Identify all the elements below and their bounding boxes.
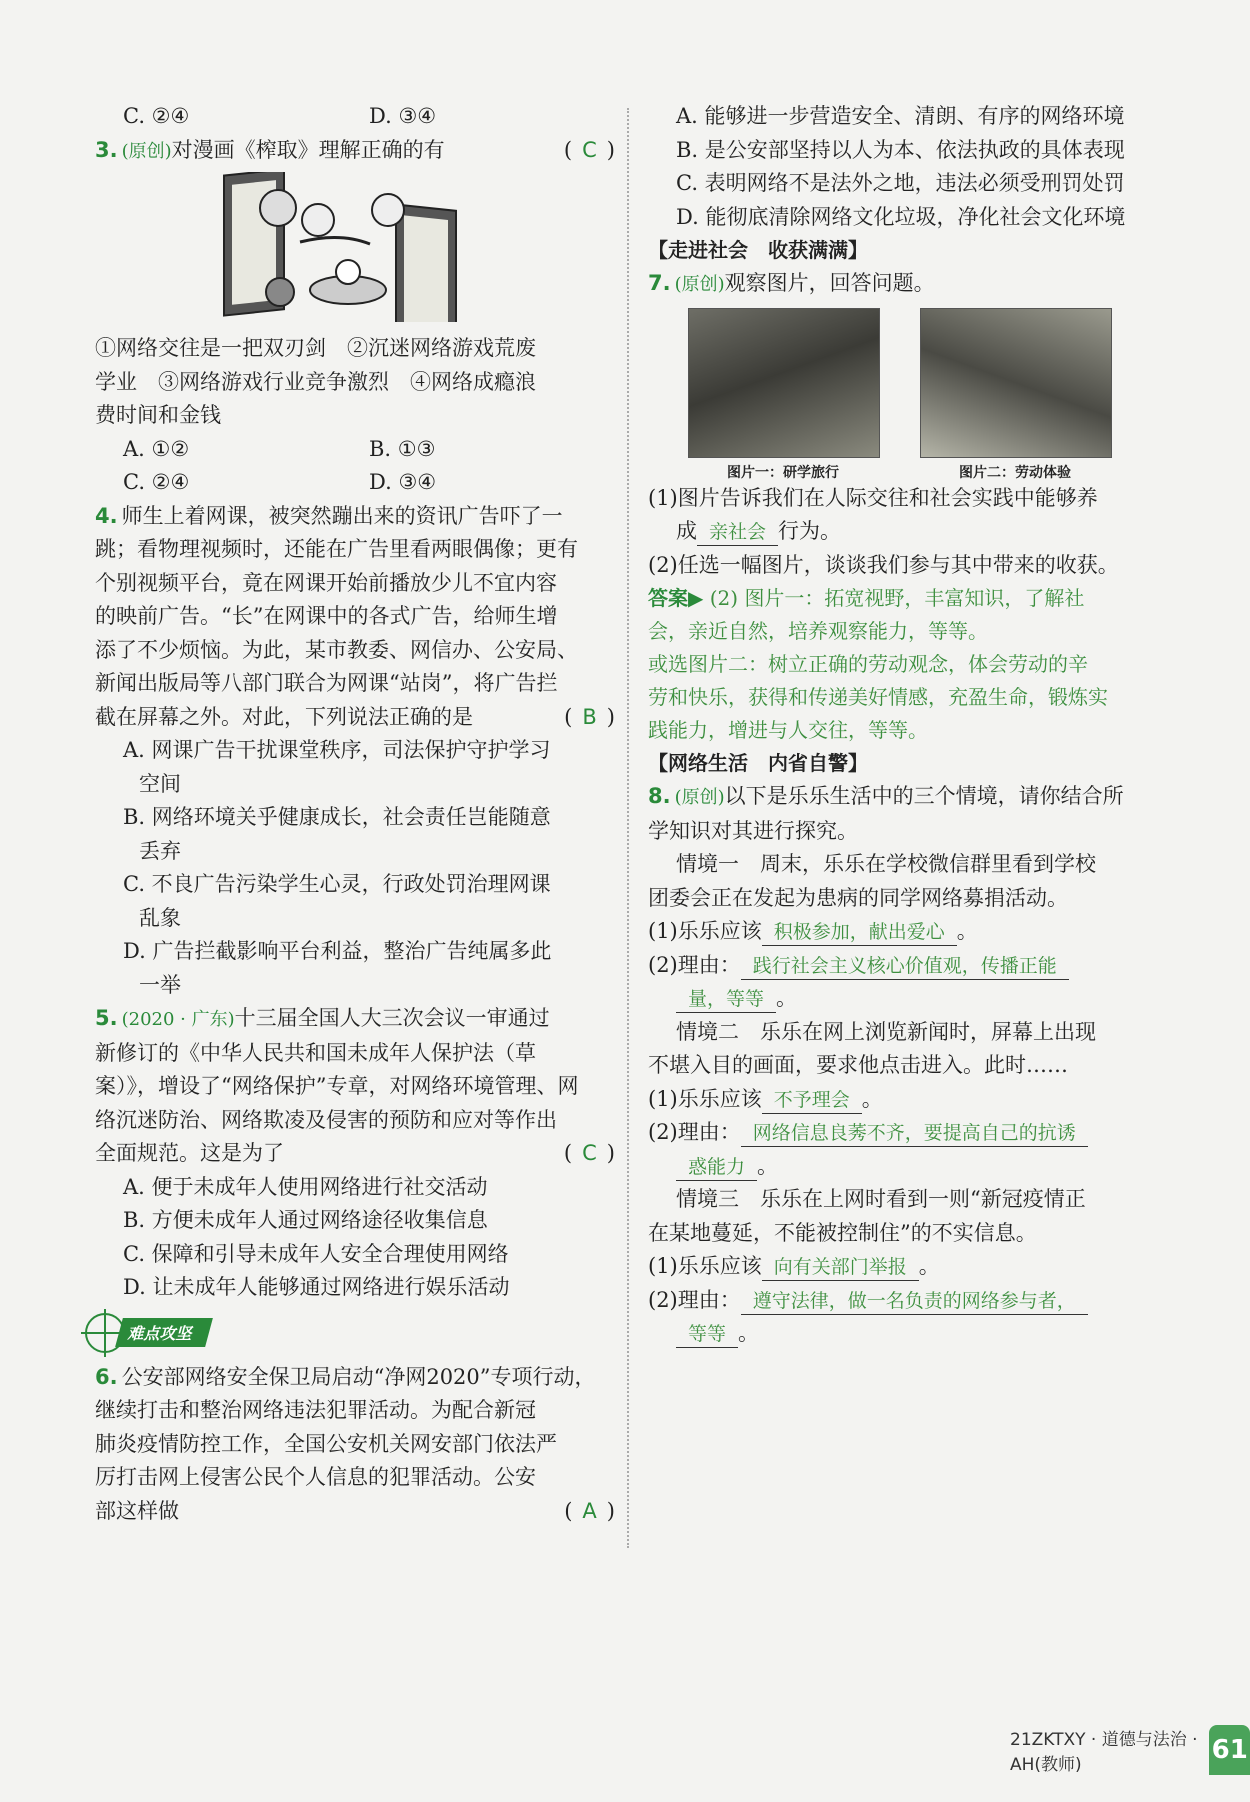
scenario-3-line-1: 情境三 乐乐在上网时看到一则“新冠疫情正 bbox=[676, 1187, 1086, 1211]
scenario-2-q2: (2)理由： 网络信息良莠不齐，要提高自己的抗诱 bbox=[648, 1116, 1166, 1150]
q4-option-c-cont: 乱象 bbox=[139, 905, 181, 930]
q5-line-5: 全面规范。这是为了 ( C ) bbox=[95, 1137, 615, 1171]
q3-option-b: B. ①③ bbox=[369, 436, 436, 461]
page-number: 61 bbox=[1209, 1725, 1250, 1775]
scenario-2-answer: 不予理会 bbox=[762, 1087, 862, 1114]
section-heading-society: 【走进社会 收获满满】 bbox=[648, 238, 868, 262]
scenario-3-reason: 遵守法律，做一名负责的网络参与者， bbox=[741, 1288, 1088, 1315]
q7-answer-line-4: 劳和快乐，获得和传递美好情感，充盈生命，锻炼实 bbox=[648, 685, 1108, 709]
q3-stem bbox=[95, 134, 615, 169]
q5-line-2: 新修订的《中华人民共和国未成年人保护法（草 bbox=[95, 1040, 536, 1065]
q6-option-c: C. 表明网络不是法外之地，违法必须受刑罚处罚 bbox=[676, 171, 1125, 195]
difficulty-banner bbox=[85, 1313, 209, 1353]
scenario-1-reason: 践行社会主义核心价值观，传播正能 bbox=[741, 953, 1069, 980]
q2-option-c: C. ②④ bbox=[123, 104, 190, 128]
q4-answer: ( B ) bbox=[564, 704, 615, 729]
left-column bbox=[95, 100, 615, 1528]
q8-stem-1: 8. (原创)以下是乐乐生活中的三个情境，请你结合所 bbox=[648, 784, 1124, 808]
q5-option-d: D. 让未成年人能够通过网络进行娱乐活动 bbox=[123, 1275, 510, 1299]
scenario-1-q2: (2)理由： 践行社会主义核心价值观，传播正能 bbox=[648, 949, 1166, 983]
q3-options-row-1 bbox=[95, 433, 615, 467]
q2-option-d: D. ③④ bbox=[369, 104, 437, 128]
q6-line-3: 肺炎疫情防控工作，全国公安机关网安部门依法严 bbox=[95, 1431, 557, 1456]
q4-line-6: 新闻出版局等八部门联合为网课“站岗”，将广告拦 bbox=[95, 671, 558, 695]
column-divider bbox=[627, 108, 629, 1548]
q6-line-4: 厉打击网上侵害公民个人信息的犯罪活动。公安 bbox=[95, 1465, 536, 1489]
q7-sub1-line-1: (1)图片告诉我们在人际交往和社会实践中能够养 bbox=[648, 485, 1098, 510]
page-footer bbox=[1010, 1725, 1250, 1775]
q4-option-a: A. 网课广告干扰课堂秩序，司法保护守护学习 bbox=[123, 738, 551, 762]
q7-stem: 7. (原创)观察图片，回答问题。 bbox=[648, 271, 935, 295]
q3-option-a: A. ①② bbox=[123, 436, 190, 461]
q7-number: 7. bbox=[648, 271, 671, 295]
scenario-3-line-2: 在某地蔓延，不能被控制住”的不实信息。 bbox=[648, 1220, 1037, 1245]
q8-tag: (原创) bbox=[674, 787, 725, 808]
q4-number: 4. bbox=[95, 503, 118, 528]
q4-option-b: B. 网络环境关乎健康成长，社会责任岂能随意 bbox=[123, 805, 551, 829]
q3-choice-line-2: 学业 ③网络游戏行业竞争激烈 ④网络成瘾浪 bbox=[95, 369, 536, 394]
q6-line-5: 部这样做 ( A ) bbox=[95, 1495, 615, 1529]
q4-option-b-cont: 丢弃 bbox=[139, 838, 181, 863]
q7-answer-line-3: 或选图片二：树立正确的劳动观念，体会劳动的辛 bbox=[648, 652, 1088, 676]
scenario-2-q2-cont: 惑能力 。 bbox=[648, 1150, 1166, 1184]
section-heading-network: 【网络生活 内省自警】 bbox=[648, 751, 868, 775]
q7-answer-line-1: 答案▶ (2) 图片一：拓宽视野，丰富知识，了解社 bbox=[648, 586, 1085, 610]
q5-line-4: 络沉迷防治、网络欺凌及侵害的预防和应对等作出 bbox=[95, 1107, 557, 1132]
banner-label: 难点攻坚 bbox=[115, 1318, 213, 1347]
q8-stem-2: 学知识对其进行探究。 bbox=[648, 818, 858, 843]
q5-option-c: C. 保障和引导未成年人安全合理使用网络 bbox=[123, 1241, 509, 1266]
q3-options-row-2 bbox=[95, 466, 615, 500]
scenario-2-q1: (1)乐乐应该 不予理会 。 bbox=[648, 1083, 1166, 1117]
q7-sub2: (2)任选一幅图片，谈谈我们参与其中带来的收获。 bbox=[648, 552, 1119, 577]
q3-number: 3. bbox=[95, 137, 118, 162]
q7-photos bbox=[688, 308, 1166, 482]
photo-labor-caption: 图片二：劳动体验 bbox=[959, 464, 1071, 481]
q6-option-d: D. 能彻底清除网络文化垃圾，净化社会文化环境 bbox=[676, 204, 1126, 229]
q5-tag: (2020 · 广东) bbox=[121, 1009, 235, 1030]
q6-line-2: 继续打击和整治网络违法犯罪活动。为配合新冠 bbox=[95, 1398, 536, 1422]
q3-tag: (原创) bbox=[121, 140, 172, 162]
q7-sub1-answer: 亲社会 bbox=[697, 519, 778, 546]
q6-option-b: B. 是公安部坚持以人为本、依法执政的具体表现 bbox=[676, 137, 1125, 162]
q6-number: 6. bbox=[95, 1364, 118, 1389]
right-column bbox=[648, 100, 1166, 1351]
q4-line-1: 4. 师生上着网课，被突然蹦出来的资讯广告吓了一 bbox=[95, 503, 563, 528]
scenario-1-line-1: 情境一 周末，乐乐在学校微信群里看到学校 bbox=[676, 852, 1096, 876]
scenario-2-reason: 网络信息良莠不齐，要提高自己的抗诱 bbox=[741, 1120, 1088, 1147]
q7-sub1-line-2: 成 亲社会 行为。 bbox=[648, 515, 1166, 549]
q5-option-a: A. 便于未成年人使用网络进行社交活动 bbox=[123, 1174, 488, 1199]
q3-answer: ( C ) bbox=[563, 137, 615, 162]
q3-choice-line-3: 费时间和金钱 bbox=[95, 403, 221, 427]
q4-option-c: C. 不良广告污染学生心灵，行政处罚治理网课 bbox=[123, 872, 551, 896]
q7-answer-line-5: 践能力，增进与人交往，等等。 bbox=[648, 718, 928, 742]
q2-options bbox=[95, 100, 615, 134]
q7-answer-line-2: 会，亲近自然，培养观察能力，等等。 bbox=[648, 619, 988, 643]
q3-option-d: D. ③④ bbox=[369, 470, 437, 494]
q3-choice-line-1: ①网络交往是一把双刃剑 ②沉迷网络游戏荒废 bbox=[95, 336, 536, 360]
photo-labor-image bbox=[920, 308, 1112, 458]
answer-label: 答案▶ bbox=[648, 586, 704, 610]
q5-answer: ( C ) bbox=[563, 1141, 615, 1165]
q5-option-b: B. 方便未成年人通过网络途径收集信息 bbox=[123, 1208, 488, 1232]
q4-line-5: 添了不少烦恼。为此，某市教委、网信办、公安局、 bbox=[95, 637, 578, 662]
q6-answer: ( A ) bbox=[564, 1498, 615, 1523]
scenario-3-q1: (1)乐乐应该 向有关部门举报 。 bbox=[648, 1250, 1166, 1284]
scenario-2-line-1: 情境二 乐乐在网上浏览新闻时，屏幕上出现 bbox=[676, 1019, 1096, 1044]
scenario-1-line-2: 团委会正在发起为患病的同学网络募捐活动。 bbox=[648, 885, 1068, 910]
q5-line-1: 5. (2020 · 广东)十三届全国人大三次会议一审通过 bbox=[95, 1006, 550, 1030]
photo-study-tour-image bbox=[688, 308, 880, 458]
book-code: 21ZKTXY · 道德与法治 · AH(教师) bbox=[1010, 1730, 1198, 1775]
q4-line-4: 的映前广告。“长”在网课中的各式广告，给师生增 bbox=[95, 604, 558, 628]
scenario-3-answer: 向有关部门举报 bbox=[762, 1254, 919, 1281]
q4-option-d: D. 广告拦截影响平台利益，整治广告纯属多此 bbox=[123, 939, 552, 963]
scenario-1-answer: 积极参加，献出爱心 bbox=[762, 919, 957, 946]
scenario-1-q1: (1)乐乐应该 积极参加，献出爱心 。 bbox=[648, 915, 1166, 949]
q4-option-d-cont: 一举 bbox=[139, 972, 181, 997]
scenario-3-q2-cont: 等等 。 bbox=[648, 1317, 1166, 1351]
photo-study-tour bbox=[688, 308, 878, 482]
scenario-1-q2-cont: 量，等等 。 bbox=[648, 982, 1166, 1016]
q5-number: 5. bbox=[95, 1006, 118, 1030]
q6-option-a: A. 能够进一步营造安全、清朗、有序的网络环境 bbox=[676, 104, 1125, 128]
q4-line-3: 个别视频平台，竟在网课开始前播放少儿不宜内容 bbox=[95, 570, 557, 595]
q8-number: 8. bbox=[648, 784, 671, 808]
photo-study-tour-caption: 图片一：研学旅行 bbox=[727, 464, 839, 481]
q4-line-7: 截在屏幕之外。对此，下列说法正确的是 ( B ) bbox=[95, 701, 615, 735]
photo-labor bbox=[920, 308, 1110, 482]
scenario-3-q2: (2)理由： 遵守法律，做一名负责的网络参与者， bbox=[648, 1284, 1166, 1318]
q7-tag: (原创) bbox=[674, 274, 725, 295]
comic-image bbox=[220, 172, 460, 322]
scenario-2-line-2: 不堪入目的画面，要求他点击进入。此时…… bbox=[648, 1053, 1068, 1077]
q6-line-1: 6. 公安部网络安全保卫局启动“净网2020”专项行动， bbox=[95, 1364, 596, 1389]
q3-option-c: C. ②④ bbox=[123, 470, 190, 494]
q4-option-a-cont: 空间 bbox=[139, 771, 181, 796]
q3-text: 对漫画《榨取》理解正确的有 bbox=[171, 137, 445, 162]
q5-line-3: 案）》，增设了“网络保护”专章，对网络环境管理、网 bbox=[95, 1074, 579, 1098]
q4-line-2: 跳；看物理视频时，还能在广告里看两眼偶像；更有 bbox=[95, 537, 578, 561]
